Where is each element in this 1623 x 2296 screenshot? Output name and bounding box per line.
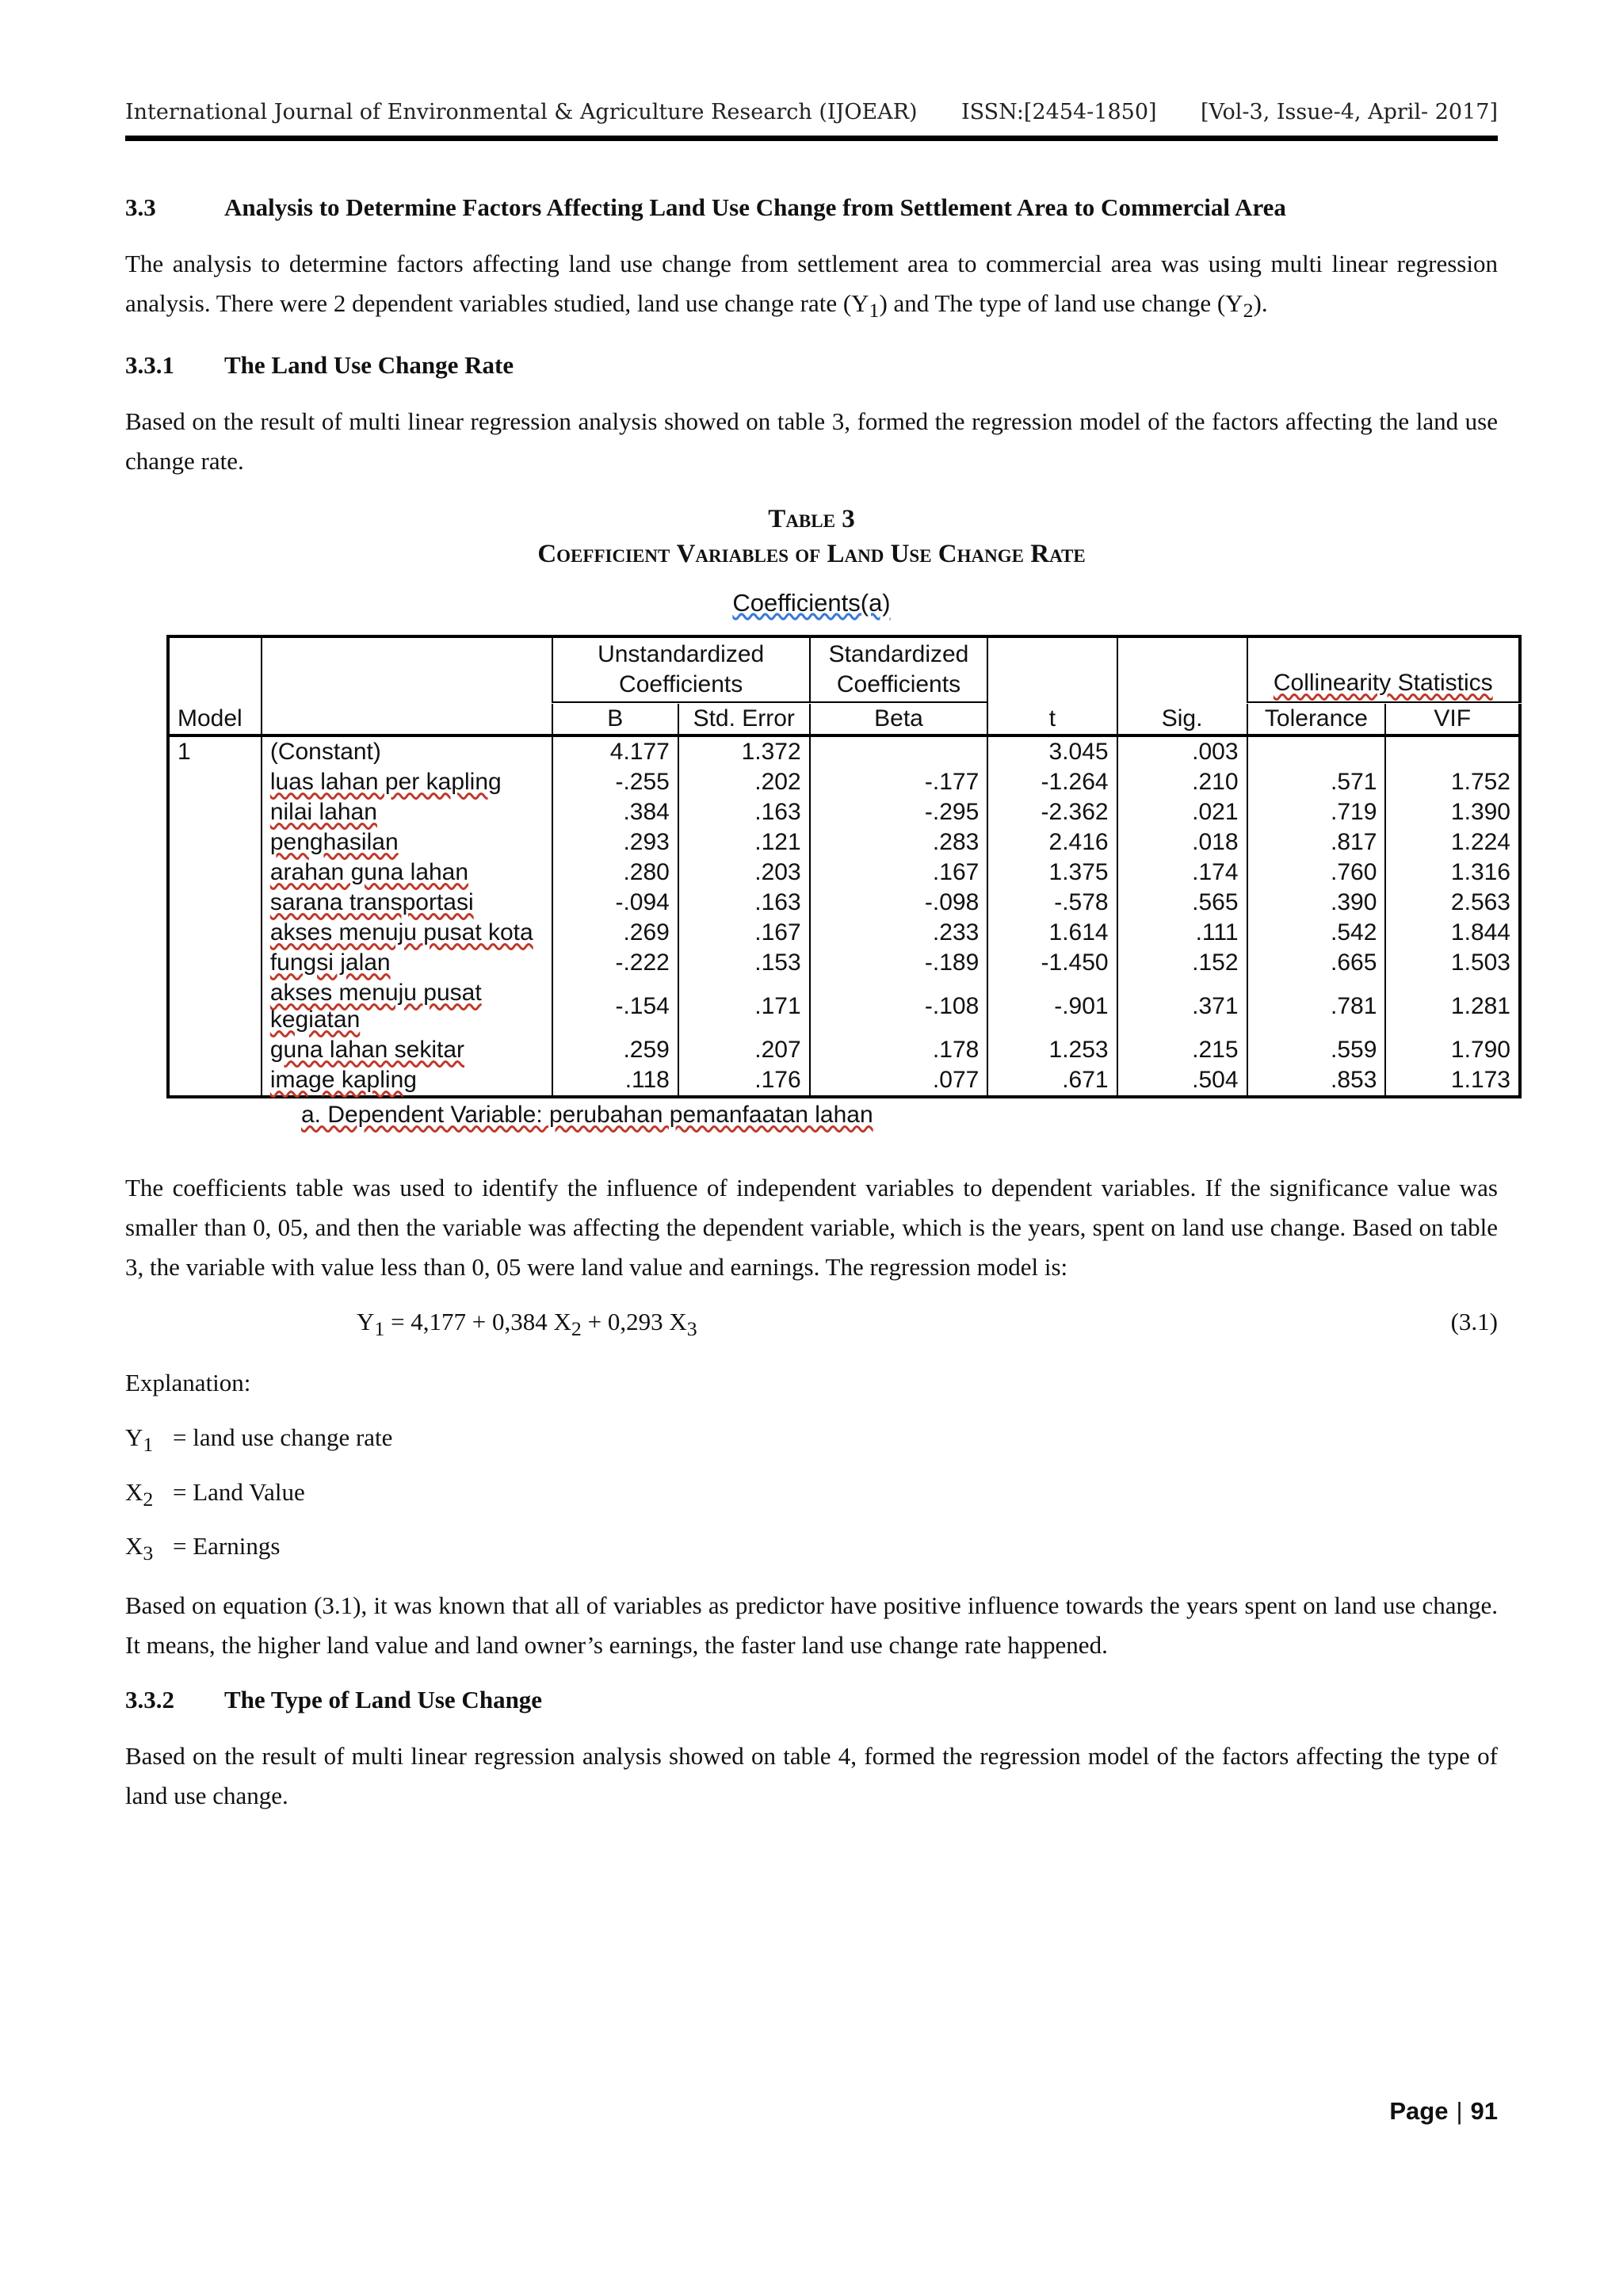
model-cell [168,888,262,918]
model-cell [168,948,262,978]
variable-name: guna lahan sekitar [269,1037,464,1064]
cell-se: 1.372 [678,735,810,767]
cell-b: -.222 [552,948,678,978]
variable-name-cell [262,735,552,767]
section-intro-paragraph [125,244,1498,330]
table-row [168,948,1520,978]
variable-name: arahan guna lahan [269,859,469,886]
table-row [168,735,1520,767]
header-std-error: Std. Error [678,704,810,735]
page-label: Page [1389,2097,1449,2125]
caption-text: C [537,540,557,569]
cell-b: .384 [552,797,678,827]
cell-t: 2.416 [987,827,1117,858]
cell-sig: .210 [1117,767,1247,797]
symbol-letter: Y [125,1423,143,1452]
cell-tol: .390 [1247,888,1386,918]
subscript: 3 [143,1541,154,1564]
explanation-label: Explanation: [125,1369,251,1397]
cell-se: .203 [678,858,810,888]
cell-tol: .719 [1247,797,1386,827]
cell-se: .176 [678,1065,810,1097]
header-cell [1117,636,1247,704]
cell-t: -.901 [987,978,1117,1035]
section-number: 3.3 [125,193,156,221]
variable-name-cell [262,978,552,1035]
header-collinearity [1247,636,1520,702]
model-cell [168,978,262,1035]
model-cell [168,767,262,797]
equation-text: = 4,177 + 0,384 X [384,1308,571,1336]
table-caption [125,502,1498,571]
variable-name: fungsi jalan [269,949,391,976]
cell-sig: .152 [1117,948,1247,978]
caption-text: T [768,505,786,534]
variable-name: sarana transportasi [269,889,474,916]
cell-t: -1.450 [987,948,1117,978]
table-row [168,978,1520,1035]
cell-b: -.094 [552,888,678,918]
symbol-letter: X [125,1531,143,1560]
cell-b: .293 [552,827,678,858]
section-title: Analysis to Determine Factors Affecting Land Use Change from Settlement Area to Commercial Area [224,193,1286,221]
journal-name: International Journal of Environmental & Agriculture Research (IJOEAR) [125,100,918,124]
table-footnote [301,1102,1522,1129]
cell-sig: .174 [1117,858,1247,888]
paragraph-text: ) and The type of land use change (Y [879,289,1243,317]
cell-vif: 2.563 [1385,888,1520,918]
subsection-heading-3-3-2 [125,1686,1498,1714]
main-content [125,193,1510,1836]
cell-t: .671 [987,1065,1117,1097]
cell-se: .121 [678,827,810,858]
model-cell [168,858,262,888]
cell-tol: .559 [1247,1035,1386,1065]
header-standardized: Standardized Coefficients [810,636,988,702]
variable-definitions [125,1423,1498,1565]
cell-beta: .178 [810,1035,988,1065]
subsection-paragraph: Based on the result of multi linear regression analysis showed on table 4, formed the regression model of the factors affecting the type of land use change. [125,1741,1498,1809]
header-cell [262,636,552,704]
caption-text: able 3 [785,505,855,534]
equation-body [357,1308,697,1341]
equation-text: + 0,293 X [581,1308,687,1336]
cell-b: -.154 [552,978,678,1035]
cell-tol: .665 [1247,948,1386,978]
variable-name-cell [262,948,552,978]
caption-text: U [890,540,910,569]
caption-text: C [938,540,957,569]
cell-vif: 1.224 [1385,827,1520,858]
spss-output-title: Coefficients(a) [732,589,891,617]
cell-t: 1.614 [987,918,1117,948]
paragraph-text: ). [1253,289,1268,317]
caption-text: L [827,540,845,569]
paragraph-text: The analysis to determine factors affecting land use change from settlement area to commercial area was using multi linear regression analysis. There were 2 dependent variables studied, land use change rate (Y [125,250,1498,317]
cell-beta: .077 [810,1065,988,1097]
cell-tol: .817 [1247,827,1386,858]
variable-name: akses menuju pusat kegiatan [269,980,482,1033]
header-tolerance: Tolerance [1247,704,1386,735]
cell-t: 1.375 [987,858,1117,888]
table-subheader-row [168,704,1520,735]
caption-text: and [844,540,891,569]
model-cell [168,797,262,827]
cell-tol: .853 [1247,1065,1386,1097]
subscript: 2 [143,1487,154,1511]
subscript: 1 [374,1317,385,1341]
table-row [168,918,1520,948]
caption-text: ate [1049,540,1086,569]
cell-sig: .111 [1117,918,1247,948]
volume-issue: [Vol-3, Issue-4, April- 2017] [1200,100,1498,124]
caption-text: ariables of [695,540,827,569]
cell-tol: .760 [1247,858,1386,888]
cell-sig: .504 [1117,1065,1247,1097]
equation-number: (3.1) [1450,1308,1498,1336]
issn: ISSN:[2454-1850] [960,100,1157,124]
variable-name: nilai lahan [269,799,377,826]
header-cell [168,636,262,704]
cell-se: .202 [678,767,810,797]
header-unstandardized: Unstandardized Coefficients [552,636,810,702]
cell-sig: .003 [1117,735,1247,767]
cell-sig: .215 [1117,1035,1247,1065]
cell-b: .269 [552,918,678,948]
model-cell [168,1065,262,1097]
cell-se: .163 [678,888,810,918]
definition-text: = Earnings [173,1531,281,1560]
cell-se: .167 [678,918,810,948]
caption-text: hange [957,540,1031,569]
cell-se: .153 [678,948,810,978]
cell-beta: -.177 [810,767,988,797]
table-title [125,537,1498,571]
table-row [168,827,1520,858]
definition-text: = land use change rate [173,1423,393,1452]
cell-vif: 1.752 [1385,767,1520,797]
cell-beta [810,735,988,767]
header-vif: VIF [1385,704,1520,735]
cell-beta: .283 [810,827,988,858]
definition-symbol [125,1532,173,1565]
coefficients-table [166,635,1522,1098]
cell-vif: 1.281 [1385,978,1520,1035]
definition-text: = Land Value [173,1477,305,1506]
spss-coefficients-table-wrap [166,635,1522,1129]
caption-text: oefficient [556,540,677,569]
table-row [168,1035,1520,1065]
model-cell [168,918,262,948]
subsection-number: 3.3.1 [125,351,174,380]
caption-text: R [1030,540,1050,569]
subsection-title: The Land Use Change Rate [224,351,514,380]
cell-se: .207 [678,1035,810,1065]
conclusion-paragraph: Based on equation (3.1), it was known that all of variables as predictor have positive influence towards the years spent on land use change. It means, the higher land value and land owner’s earnings, the faster land use change rate happened. [125,1591,1498,1659]
table-row [168,767,1520,797]
subscript: 2 [1243,299,1254,323]
variable-name: luas lahan per kapling [269,769,502,796]
cell-sig: .565 [1117,888,1247,918]
cell-sig: .371 [1117,978,1247,1035]
cell-b: 4.177 [552,735,678,767]
cell-vif: 1.844 [1385,918,1520,948]
caption-text: V [676,540,696,569]
cell-beta: .233 [810,918,988,948]
cell-b: .280 [552,858,678,888]
subscript: 2 [571,1317,582,1341]
table-row [168,797,1520,827]
cell-tol: .781 [1247,978,1386,1035]
variable-name-cell [262,888,552,918]
page-number-value: 91 [1470,2097,1498,2125]
table-header-row [168,636,1520,702]
interpretation-paragraph: The coefficients table was used to identify the influence of independent variables to dependent variables. If the significance value was smaller than 0, 05, and then the variable was affecting the dependent variable, which is the years, spent on land use change. Based on table 3, the variable with value less than 0, 05 were land value and earnings. The regression model is: [125,1174,1498,1282]
definition-symbol [125,1423,173,1457]
regression-equation [125,1308,1498,1341]
page-separator: | [1456,2097,1463,2125]
header-beta: Beta [810,704,988,735]
header-t: t [987,704,1117,735]
cell-tol [1247,735,1386,767]
variable-name: penghasilan [269,829,399,856]
definition-row [125,1532,1498,1565]
cell-vif [1385,735,1520,767]
cell-vif: 1.173 [1385,1065,1520,1097]
variable-name: (Constant) [269,739,381,766]
symbol-letter: X [125,1477,143,1506]
header-model: Model [168,704,262,735]
cell-tol: .571 [1247,767,1386,797]
subscript: 1 [869,299,880,323]
cell-beta: -.295 [810,797,988,827]
cell-beta: -.189 [810,948,988,978]
table-label [125,502,1498,537]
cell-se: .171 [678,978,810,1035]
cell-beta: -.108 [810,978,988,1035]
page-number [1389,2097,1498,2126]
equation-text: Y [357,1308,375,1336]
variable-name: image kapling [269,1067,417,1094]
cell-t: -1.264 [987,767,1117,797]
cell-vif: 1.390 [1385,797,1520,827]
table-row [168,1065,1520,1097]
footnote-text: a. Dependent Variable: perubahan pemanfaatan lahan [301,1102,873,1129]
definition-row [125,1478,1498,1511]
running-header [125,100,1498,141]
variable-name-cell [262,858,552,888]
subscript: 1 [143,1433,154,1457]
cell-t: 3.045 [987,735,1117,767]
cell-vif: 1.316 [1385,858,1520,888]
subscript: 3 [686,1317,697,1341]
definition-symbol [125,1478,173,1511]
cell-se: .163 [678,797,810,827]
model-cell [168,827,262,858]
cell-tol: .542 [1247,918,1386,948]
cell-b: -.255 [552,767,678,797]
cell-b: .259 [552,1035,678,1065]
variable-name-cell [262,1035,552,1065]
cell-beta: -.098 [810,888,988,918]
cell-t: -2.362 [987,797,1117,827]
variable-name-cell [262,827,552,858]
variable-name: akses menuju pusat kota [269,919,533,946]
header-sig: Sig. [1117,704,1247,735]
header-b: B [552,704,678,735]
variable-name-cell [262,918,552,948]
table-row [168,888,1520,918]
cell-b: .118 [552,1065,678,1097]
definition-row [125,1423,1498,1457]
section-heading-3-3 [125,193,1498,222]
cell-beta: .167 [810,858,988,888]
caption-text: se [909,540,938,569]
cell-sig: .018 [1117,827,1247,858]
subsection-heading-3-3-1 [125,351,1498,380]
model-cell: 1 [168,735,262,767]
cell-vif: 1.503 [1385,948,1520,978]
table-row [168,858,1520,888]
header-cell [262,704,552,735]
cell-t: -.578 [987,888,1117,918]
cell-t: 1.253 [987,1035,1117,1065]
header-text: Collinearity Statistics [1273,670,1493,697]
subsection-number: 3.3.2 [125,1685,174,1713]
variable-name-cell [262,767,552,797]
variable-name-cell [262,797,552,827]
subsection-paragraph: Based on the result of multi linear regression analysis showed on table 3, formed the regression model of the factors affecting the land use change rate. [125,407,1498,476]
variable-name-cell [262,1065,552,1097]
model-cell [168,1035,262,1065]
subsection-title: The Type of Land Use Change [224,1685,543,1713]
cell-vif: 1.790 [1385,1035,1520,1065]
cell-sig: .021 [1117,797,1247,827]
header-cell [987,636,1117,704]
